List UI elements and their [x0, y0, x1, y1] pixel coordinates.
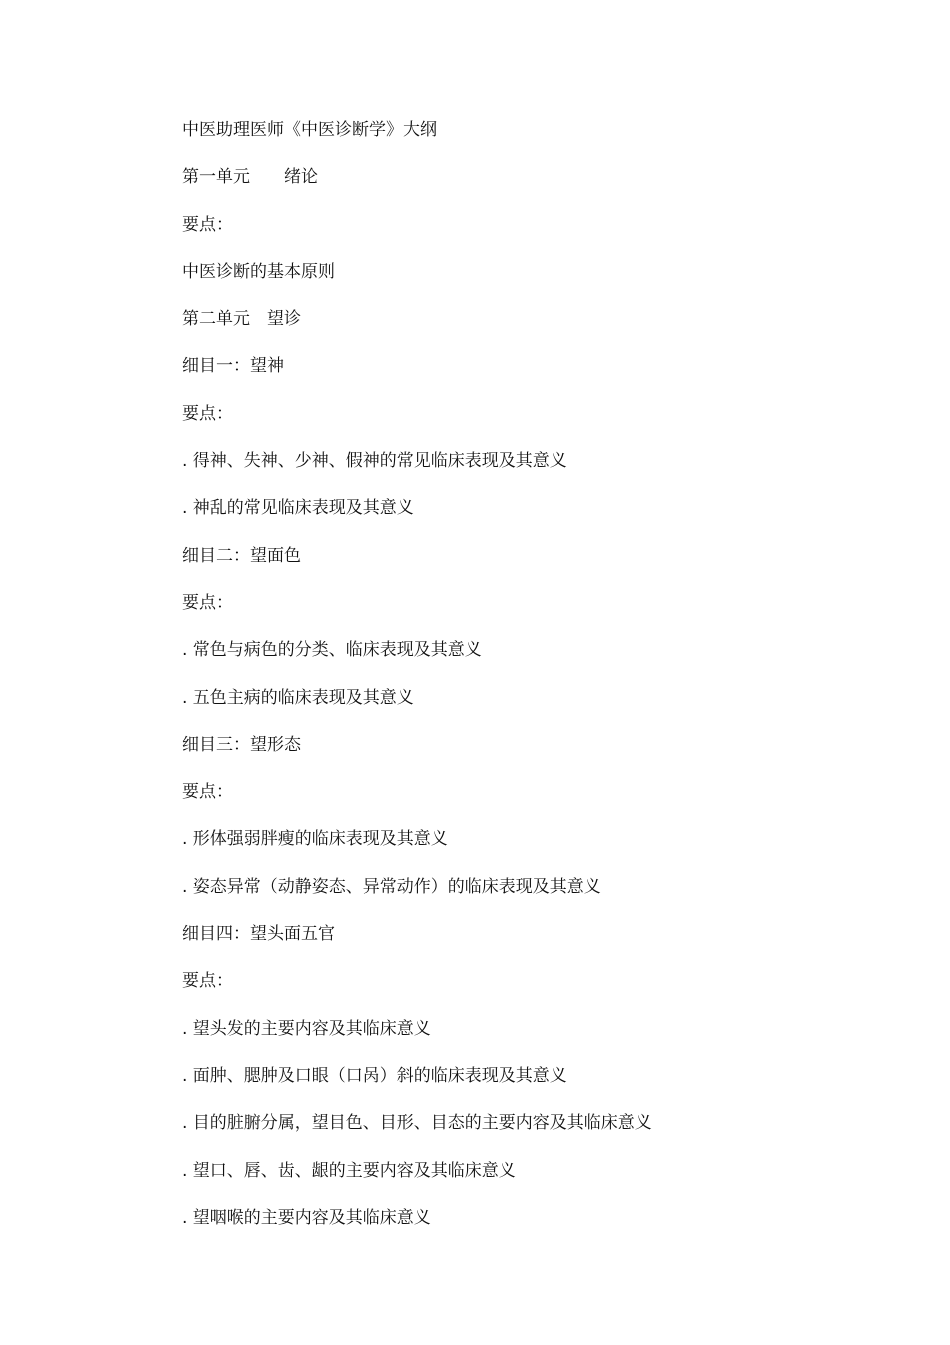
key-point-item: . 常色与病色的分类、临床表现及其意义	[182, 640, 482, 661]
key-point-item: . 面肿、腮肿及口眼（口呙）斜的临床表现及其意义	[182, 1065, 567, 1086]
key-point-item: . 神乱的常见临床表现及其意义	[182, 498, 414, 519]
sub-item-heading-3: 细目三：望形态	[182, 734, 301, 755]
key-points-label: 要点：	[182, 592, 233, 613]
document-body	[182, 117, 882, 1252]
key-point-item: . 五色主病的临床表现及其意义	[182, 687, 414, 708]
key-point-item: . 望口、唇、齿、龈的主要内容及其临床意义	[182, 1160, 516, 1181]
key-point-item: . 得神、失神、少神、假神的常见临床表现及其意义	[182, 451, 567, 472]
key-points-label: 要点：	[182, 403, 233, 424]
key-points-label: 要点：	[182, 971, 233, 992]
key-point-item: . 望头发的主要内容及其临床意义	[182, 1018, 431, 1039]
sub-item-heading-1: 细目一：望神	[182, 356, 284, 377]
key-point-item: . 姿态异常（动静姿态、异常动作）的临床表现及其意义	[182, 876, 601, 897]
key-point-item: . 目的脏腑分属，望目色、目形、目态的主要内容及其临床意义	[182, 1113, 652, 1134]
key-point-item: . 望咽喉的主要内容及其临床意义	[182, 1207, 431, 1228]
sub-item-heading-4: 细目四：望头面五官	[182, 924, 335, 945]
key-point-item: . 形体强弱胖瘦的临床表现及其意义	[182, 829, 448, 850]
sub-item-heading-2: 细目二：望面色	[182, 545, 301, 566]
key-points-label: 要点：	[182, 782, 233, 803]
document-title: 中医助理医师《中医诊断学》大纲	[182, 120, 437, 140]
key-points-label: 要点：	[182, 214, 233, 235]
key-point-item: 中医诊断的基本原则	[182, 261, 335, 282]
unit-heading-1: 第一单元 绪论	[182, 167, 318, 188]
unit-heading-2: 第二单元 望诊	[182, 309, 301, 330]
